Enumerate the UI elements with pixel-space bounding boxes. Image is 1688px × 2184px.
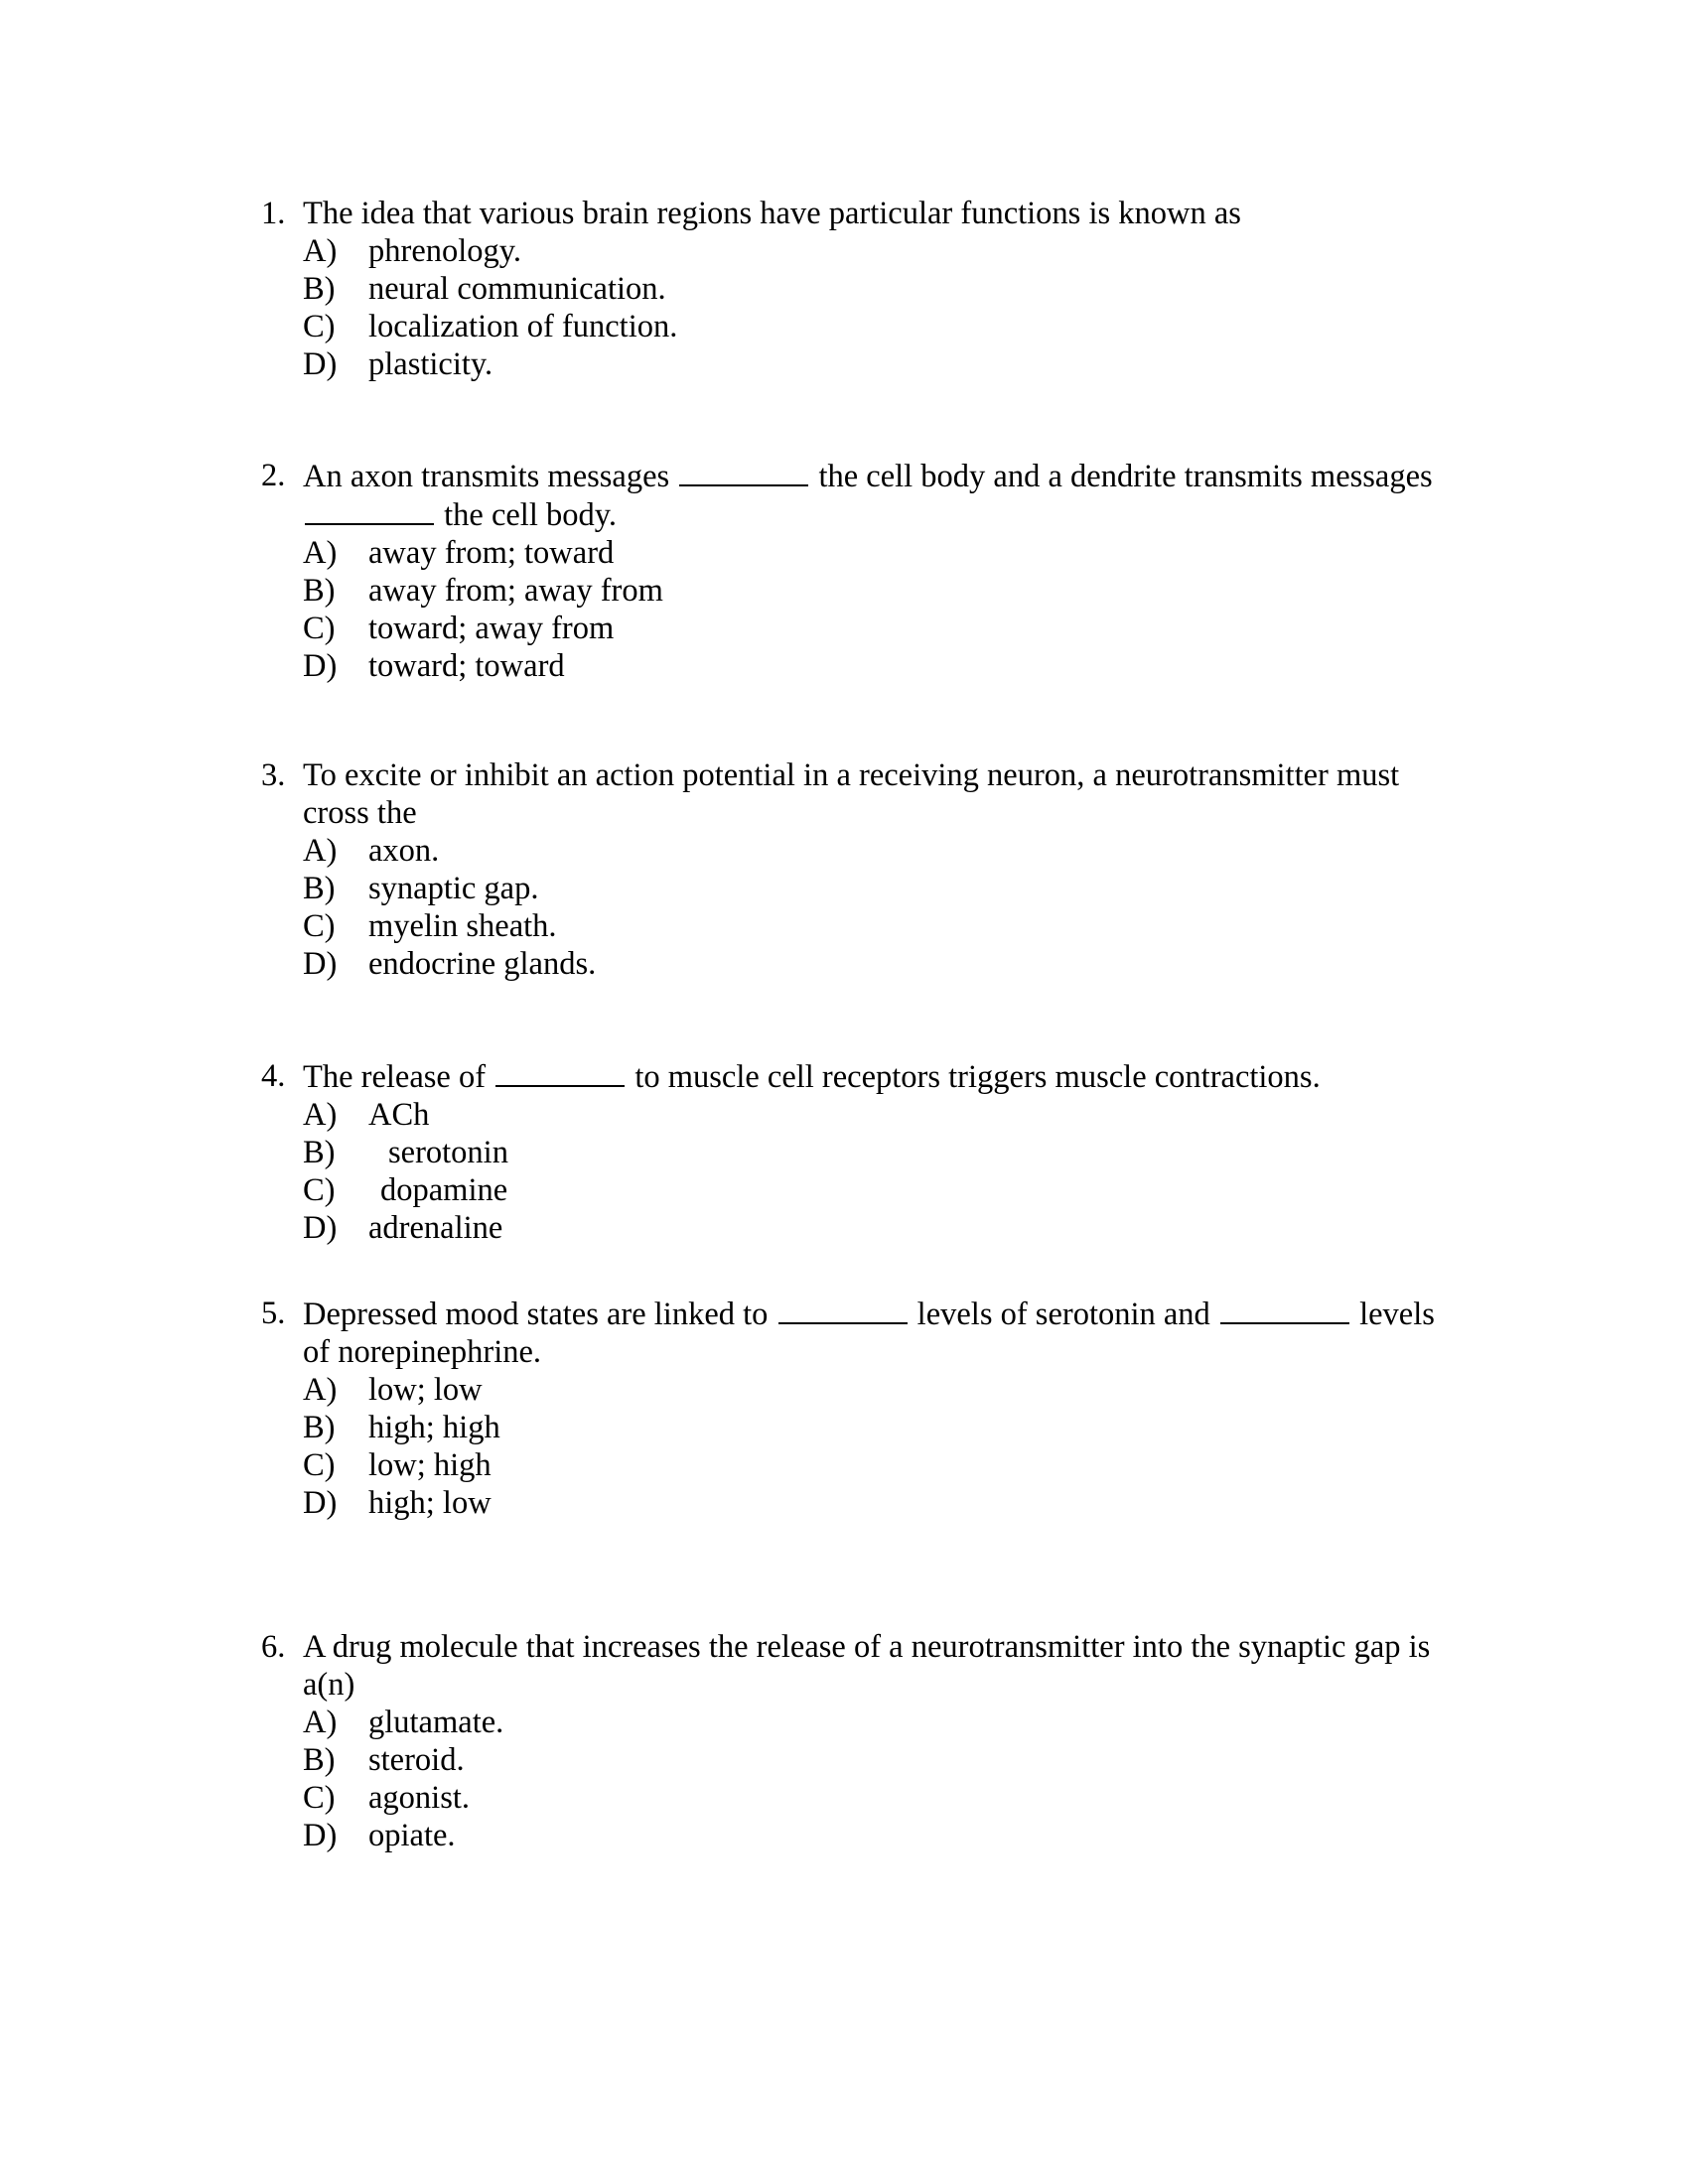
question-text: The idea that various brain regions have particular functions is known as — [303, 196, 1241, 231]
question-text: A drug molecule that increases the release of a neurotransmitter into the synaptic gap is a(n) — [303, 1629, 1431, 1703]
option-b — [303, 1134, 1453, 1171]
stem-part: the cell body and a dendrite transmits messages — [818, 459, 1433, 494]
option-d — [303, 1817, 1453, 1854]
question-4 — [261, 1057, 1453, 1247]
question-5 — [261, 1295, 1453, 1522]
fill-blank — [495, 1057, 625, 1087]
question-2 — [261, 457, 1453, 685]
question-1 — [261, 195, 1453, 383]
option-text: localization of function. — [368, 309, 678, 344]
option-letter: A) — [303, 233, 338, 269]
question-text — [303, 457, 1453, 534]
stem-part: to muscle cell receptors triggers muscle contractions. — [634, 1059, 1321, 1095]
option-letter: A) — [303, 535, 338, 571]
option-a — [303, 232, 1453, 270]
question-number: 1. — [261, 196, 286, 231]
option-text: away from; away from — [368, 573, 663, 609]
option-text: phrenology. — [368, 233, 522, 269]
fill-blank — [778, 1295, 908, 1324]
answer-options — [303, 534, 1453, 685]
option-letter: D) — [303, 648, 338, 684]
option-text: high; low — [368, 1485, 492, 1521]
option-letter: C) — [303, 1447, 336, 1483]
option-letter: B) — [303, 573, 336, 609]
option-text: glutamate. — [368, 1705, 504, 1740]
fill-blank — [305, 495, 434, 525]
option-d — [303, 1209, 1453, 1247]
option-d — [303, 945, 1453, 983]
stem-part: levels of serotonin and — [916, 1297, 1210, 1332]
option-text: neural communication. — [368, 271, 666, 307]
option-letter: B) — [303, 871, 336, 906]
option-b — [303, 1741, 1453, 1779]
option-letter: D) — [303, 946, 338, 982]
option-text: agonist. — [368, 1780, 471, 1816]
option-c — [303, 1779, 1453, 1817]
fill-blank — [679, 457, 808, 486]
option-text: high; high — [368, 1410, 500, 1445]
option-letter: A) — [303, 1097, 338, 1133]
option-text: axon. — [368, 833, 440, 869]
answer-options — [303, 1096, 1453, 1247]
question-stem — [261, 457, 1453, 534]
question-6 — [261, 1628, 1453, 1854]
option-letter: A) — [303, 833, 338, 869]
answer-options — [303, 232, 1453, 383]
option-letter: C) — [303, 309, 336, 344]
option-b — [303, 870, 1453, 907]
stem-part: An axon transmits messages — [303, 459, 670, 494]
question-number: 6. — [261, 1629, 286, 1665]
question-number: 4. — [261, 1058, 286, 1094]
question-3 — [261, 756, 1453, 983]
option-d — [303, 345, 1453, 383]
option-text: serotonin — [388, 1135, 508, 1170]
option-c — [303, 610, 1453, 647]
option-text: steroid. — [368, 1742, 465, 1778]
option-letter: D) — [303, 1485, 338, 1521]
option-letter: B) — [303, 1135, 336, 1170]
option-d — [303, 647, 1453, 685]
question-stem — [261, 1295, 1453, 1371]
option-text: dopamine — [380, 1172, 508, 1208]
question-text — [303, 1295, 1453, 1371]
question-number: 2. — [261, 458, 286, 493]
question-number: 5. — [261, 1296, 286, 1331]
option-text: low; high — [368, 1447, 492, 1483]
option-letter: D) — [303, 1818, 338, 1853]
option-a — [303, 1096, 1453, 1134]
option-text: toward; away from — [368, 611, 615, 646]
option-text: plasticity. — [368, 346, 493, 382]
option-letter: B) — [303, 1410, 336, 1445]
answer-options — [303, 1371, 1453, 1522]
option-letter: C) — [303, 611, 336, 646]
question-stem — [261, 756, 1453, 832]
option-a — [303, 1371, 1453, 1409]
option-c — [303, 1171, 1453, 1209]
option-text: opiate. — [368, 1818, 456, 1853]
question-text — [303, 1057, 1453, 1096]
option-letter: D) — [303, 346, 338, 382]
option-letter: A) — [303, 1705, 338, 1740]
stem-part: the cell body. — [444, 497, 618, 533]
option-d — [303, 1484, 1453, 1522]
option-text: endocrine glands. — [368, 946, 597, 982]
fill-blank — [1220, 1295, 1349, 1324]
option-letter: C) — [303, 1780, 336, 1816]
stem-part: Depressed mood states are linked to — [303, 1297, 769, 1332]
option-c — [303, 308, 1453, 345]
question-stem — [261, 1057, 1453, 1096]
option-b — [303, 1409, 1453, 1446]
option-letter: C) — [303, 1172, 336, 1208]
option-c — [303, 907, 1453, 945]
option-text: low; low — [368, 1372, 483, 1408]
option-a — [303, 1704, 1453, 1741]
answer-options — [303, 1704, 1453, 1854]
option-text: toward; toward — [368, 648, 565, 684]
option-letter: C) — [303, 908, 336, 944]
stem-part: levels of norepinephrine. — [303, 1297, 1435, 1370]
option-a — [303, 832, 1453, 870]
option-letter: D) — [303, 1210, 338, 1246]
option-text: myelin sheath. — [368, 908, 557, 944]
option-a — [303, 534, 1453, 572]
option-text: ACh — [368, 1097, 430, 1133]
question-stem — [261, 195, 1453, 232]
option-text: away from; toward — [368, 535, 615, 571]
stem-part: The release of — [303, 1059, 487, 1095]
question-text: To excite or inhibit an action potential in a receiving neuron, a neurotransmitter must cross the — [303, 757, 1400, 831]
question-stem — [261, 1628, 1453, 1704]
answer-options — [303, 832, 1453, 983]
question-number: 3. — [261, 757, 286, 793]
option-b — [303, 270, 1453, 308]
option-letter: B) — [303, 1742, 336, 1778]
option-letter: A) — [303, 1372, 338, 1408]
option-b — [303, 572, 1453, 610]
option-letter: B) — [303, 271, 336, 307]
option-c — [303, 1446, 1453, 1484]
option-text: adrenaline — [368, 1210, 503, 1246]
option-text: synaptic gap. — [368, 871, 539, 906]
